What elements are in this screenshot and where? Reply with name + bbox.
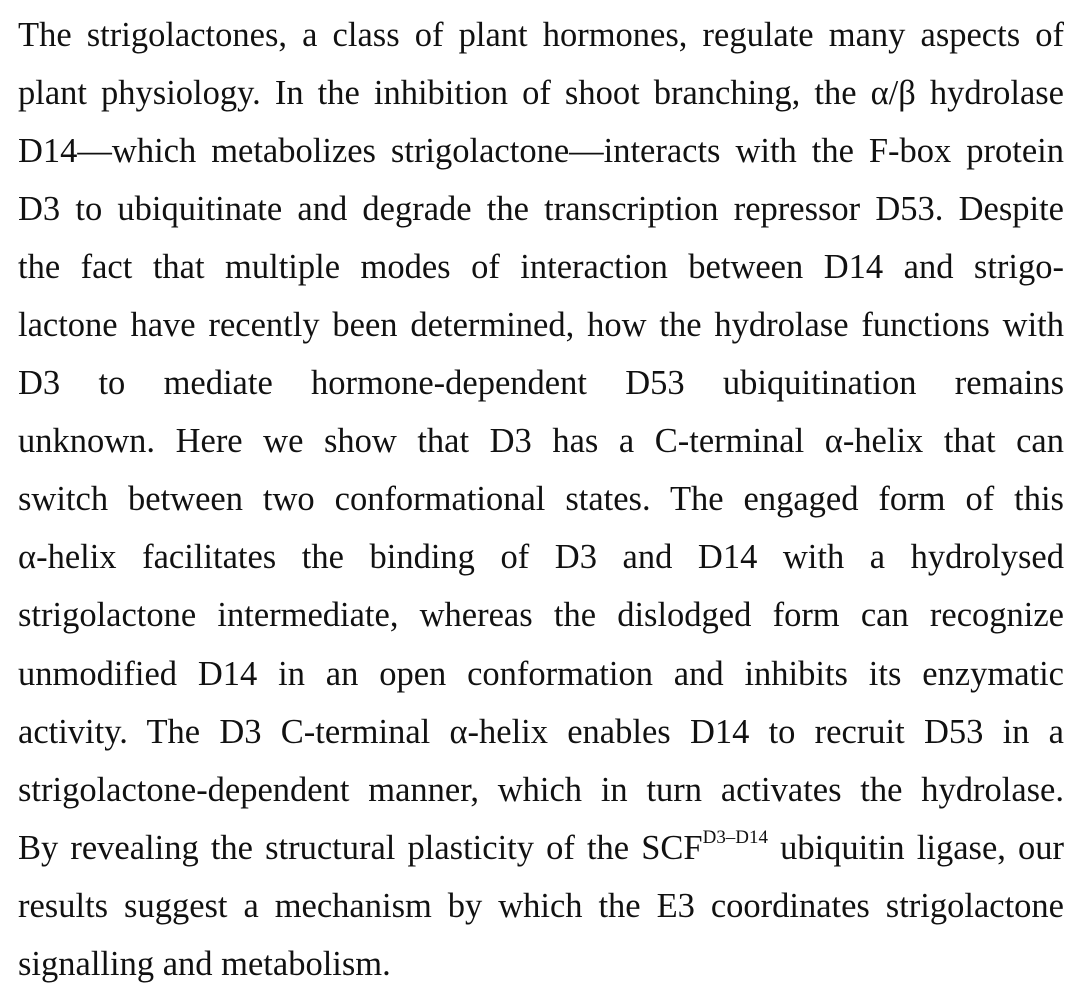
text-line-with-superscript: [18, 819, 1064, 877]
line-text-before: By revealing the structural plasticity of the SCF: [18, 828, 703, 867]
text-line: switch between two conformational states. The engaged form of this: [18, 480, 1064, 519]
text-line: D14—which metabolizes strigolactone—interacts with the F-box protein: [18, 132, 1064, 171]
text-line: D3 to ubiquitinate and degrade the transcription repressor D53. Despite: [18, 190, 1064, 229]
text-line: strigolactone-dependent manner, which in turn activates the hydrolase.: [18, 770, 1064, 809]
text-line-final: signalling and metabolism.: [18, 944, 391, 983]
text-line: lactone have recently been determined, how the hydrolase functions with: [18, 306, 1064, 345]
text-line: plant physiology. In the inhibition of shoot branching, the α/β hydrolase: [18, 74, 1064, 113]
abstract-paragraph: [18, 6, 1064, 993]
text-line: unknown. Here we show that D3 has a C-terminal α-helix that can: [18, 422, 1064, 461]
text-line: results suggest a mechanism by which the E3 coordinates strigolactone: [18, 886, 1064, 925]
text-line: strigolactone intermediate, whereas the dislodged form can recognize: [18, 596, 1064, 635]
text-line: The strigolactones, a class of plant hormones, regulate many aspects of: [18, 16, 1064, 54]
text-line: α-helix facilitates the binding of D3 and D14 with a hydrolysed: [18, 538, 1064, 577]
text-line: the fact that multiple modes of interaction between D14 and strigo-: [18, 248, 1064, 287]
text-line: unmodified D14 in an open conformation and inhibits its enzymatic: [18, 654, 1064, 693]
line-text-after: ubiquitin ligase, our: [767, 828, 1064, 867]
text-line: activity. The D3 C-terminal α-helix enables D14 to recruit D53 in a: [18, 712, 1064, 751]
text-line: D3 to mediate hormone-dependent D53 ubiquitination remains: [18, 364, 1064, 403]
ligase-superscript: D3–D14: [702, 826, 768, 848]
